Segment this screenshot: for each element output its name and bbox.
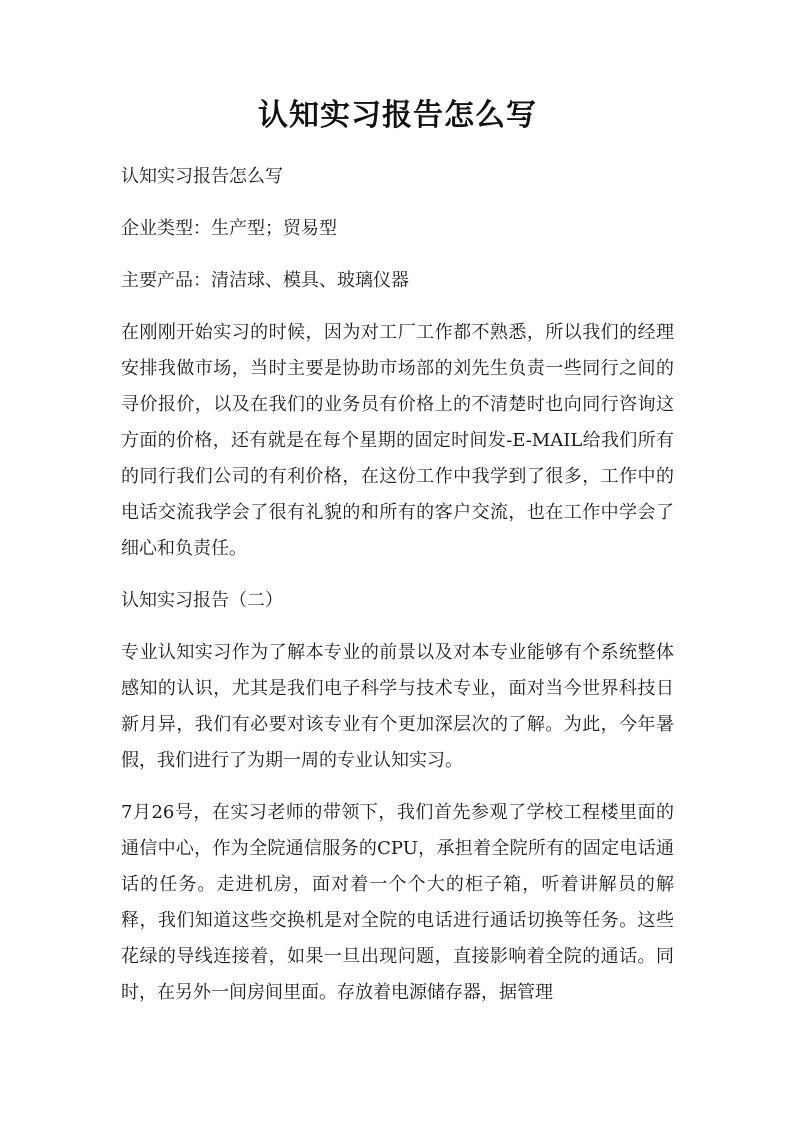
- company-type-line: 企业类型：生产型；贸易型: [121, 218, 337, 239]
- body-paragraph-1: 在刚刚开始实习的时候，因为对工厂工作都不熟悉，所以我们的经理安排我做市场，当时主要是协助市场部的刘先生负责一些同行之间的寻价报价，以及在我们的业务员有价格上的不清楚时也向同行咨询这方面的价格，还有就是在每个星期的固定时间发-E-MAIL给我们所有的同行我们公司的有利价格，在这份工作中我学到了很多，工作中的电话交流我学会了很有礼貌的和所有的客户交流，也在工作中学会了细心和负责任。: [121, 322, 674, 559]
- body-paragraph-2: 专业认知实习作为了解本专业的前景以及对本专业能够有个系统整体感知的认识，尤其是我们电子科学与技术专业，面对当今世界科技日新月异，我们有必要对该专业有个更加深层次的了解。为此，今年暑假，我们进行了为期一周的专业认知实习。: [121, 642, 674, 771]
- main-products-line: 主要产品：清洁球、模具、玻璃仪器: [121, 270, 409, 291]
- document-title: 认知实习报告怎么写: [258, 98, 537, 133]
- body-paragraph-3: 7月26号，在实习老师的带领下，我们首先参观了学校工程楼里面的通信中心，作为全院通信服务的CPU，承担着全院所有的固定电话通话的任务。走进机房，面对着一个个大的柜子箱，听着讲解员的解释，我们知道这些交换机是对全院的电话进行通话切换等任务。这些花绿的导线连接着，如果一旦出现问题，直接影响着全院的通话。同时，在另外一间房间里面。存放着电源储存器，据管理: [121, 802, 674, 1003]
- section-heading-2: 认知实习报告（二）: [121, 590, 283, 611]
- document-subtitle: 认知实习报告怎么写: [121, 166, 283, 187]
